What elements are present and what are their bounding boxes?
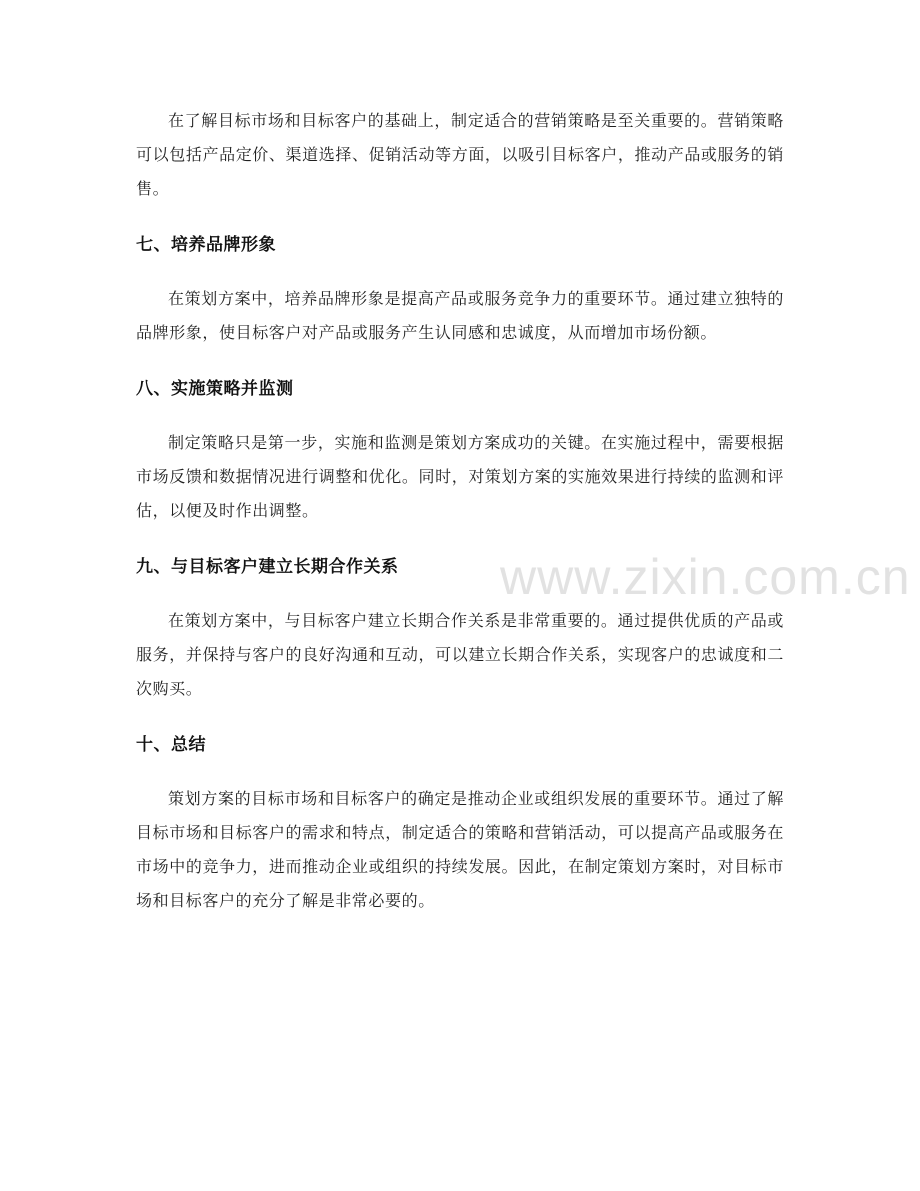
section-paragraph-nine: 在策划方案中，与目标客户建立长期合作关系是非常重要的。通过提供优质的产品或服务，并保持与客户的良好沟通和互动，可以建立长期合作关系，实现客户的忠诚度和二次购买。	[136, 611, 784, 698]
document-body	[136, 104, 784, 918]
section-paragraph-ten: 策划方案的目标市场和目标客户的确定是推动企业或组织发展的重要环节。通过了解目标市场和目标客户的需求和特点，制定适合的策略和营销活动，可以提高产品或服务在市场中的竞争力，进而推动企业或组织的持续发展。因此，在制定策划方案时，对目标市场和目标客户的充分了解是非常必要的。	[136, 789, 784, 910]
spacer	[136, 350, 784, 372]
spacer	[136, 584, 784, 604]
section-paragraph-eight: 制定策略只是第一步，实施和监测是策划方案成功的关键。在实施过程中，需要根据市场反馈和数据情况进行调整和优化。同时，对策划方案的实施效果进行持续的监测和评估，以便及时作出调整。	[136, 433, 784, 520]
section-heading-seven: 七、培养品牌形象	[136, 235, 276, 255]
section-paragraph-seven: 在策划方案中，培养品牌形象是提高产品或服务竞争力的重要环节。通过建立独特的品牌形象，使目标客户对产品或服务产生认同感和忠诚度，从而增加市场份额。	[136, 289, 784, 342]
spacer	[136, 706, 784, 728]
intro-paragraph: 在了解目标市场和目标客户的基础上，制定适合的营销策略是至关重要的。营销策略可以包括产品定价、渠道选择、促销活动等方面，以吸引目标客户，推动产品或服务的销售。	[136, 111, 784, 198]
section-heading-nine: 九、与目标客户建立长期合作关系	[136, 557, 399, 577]
section-heading-ten: 十、总结	[136, 735, 206, 755]
spacer	[136, 528, 784, 550]
spacer	[136, 262, 784, 282]
section-heading-eight: 八、实施策略并监测	[136, 379, 294, 399]
spacer	[136, 762, 784, 782]
watermark-text: www.zixin.com.cn	[500, 549, 911, 605]
spacer	[136, 406, 784, 426]
spacer	[136, 206, 784, 228]
